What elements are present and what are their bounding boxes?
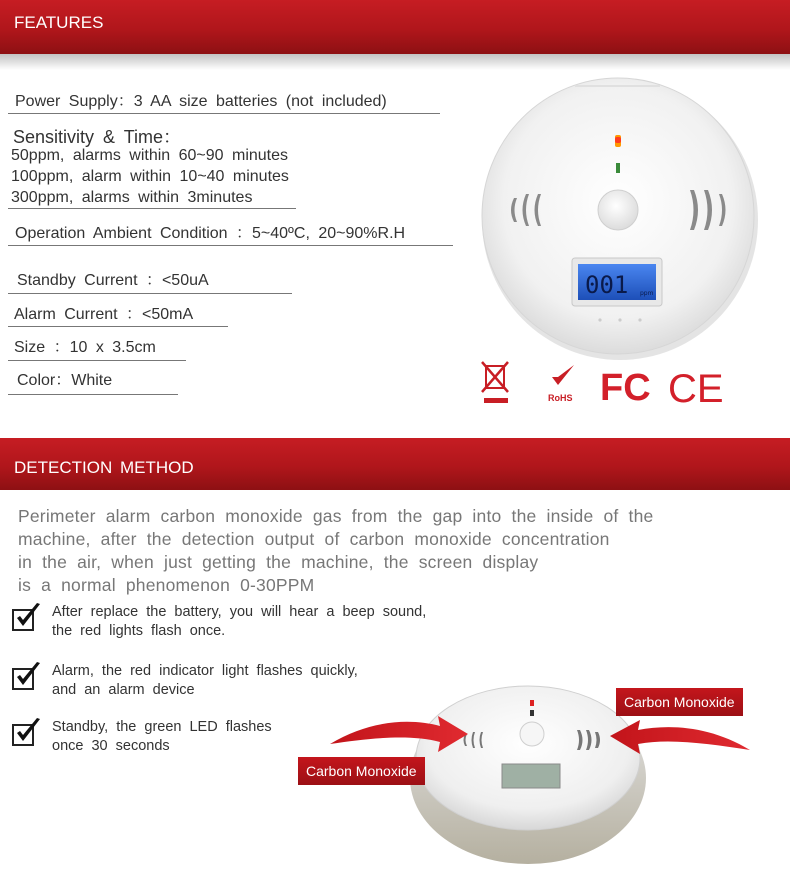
size-spec: Size ：10 x 3.5cm (14, 339, 156, 356)
power-supply-spec: Power Supply：3 AA size batteries (not included) (15, 93, 387, 110)
check-item-text: Standby, the green LED flashes (52, 719, 272, 735)
checkmark-icon (12, 718, 42, 746)
co-detector-product-image (470, 58, 790, 438)
lcd-unit: ppm (640, 290, 654, 297)
features-banner (0, 0, 790, 54)
right-vent (577, 730, 600, 750)
divider (8, 113, 440, 114)
check-item-text: once 30 seconds (52, 738, 170, 754)
lcd-reading: 001 (585, 271, 629, 299)
operation-condition-spec: Operation Ambient Condition ：5~40ºC, 20~90%R.H (15, 225, 406, 242)
detection-line: machine, after the detection output of carbon monoxide concentration (18, 529, 610, 549)
lcd-screen (502, 764, 560, 788)
weee-icon (482, 362, 508, 403)
divider (8, 360, 186, 361)
checkmark-icon (12, 603, 42, 631)
divider (8, 394, 178, 395)
power-led (616, 163, 620, 173)
test-button (520, 722, 544, 746)
check-item-text: and an alarm device (52, 682, 195, 698)
alarm-led (530, 700, 534, 706)
detection-header: DETECTION METHOD (14, 458, 194, 477)
divider (8, 245, 453, 246)
check-item-text: Alarm, the red indicator light flashes quickly, (52, 663, 358, 679)
checkmark-icon (12, 662, 42, 690)
detection-line: is a normal phenomenon 0-30PPM (18, 575, 315, 595)
color-spec: Color：White (17, 372, 113, 389)
fcc-icon: FC (600, 367, 651, 409)
check-item-text: After replace the battery, you will hear a beep sound, (52, 604, 427, 620)
ce-icon: CE (668, 367, 724, 411)
sensitivity-title: Sensitivity & Time： (13, 127, 182, 147)
power-led (530, 710, 534, 716)
detection-description (18, 505, 728, 597)
svg-text:RoHS: RoHS (548, 393, 573, 403)
divider (8, 208, 296, 209)
alarm-current-spec: Alarm Current ：<50mA (14, 306, 194, 323)
divider (8, 293, 292, 294)
test-button (598, 190, 638, 230)
detection-banner (0, 438, 790, 490)
carbon-monoxide-label-right: Carbon Monoxide (616, 688, 743, 716)
features-header: FEATURES (14, 13, 104, 32)
check-item-text: the red lights flash once. (52, 623, 226, 639)
rohs-icon (548, 365, 574, 403)
sensitivity-line: 50ppm, alarms within 60~90 minutes (11, 147, 289, 164)
carbon-monoxide-label-left: Carbon Monoxide (298, 757, 425, 785)
divider (8, 326, 228, 327)
sensitivity-line: 300ppm, alarms within 3minutes (11, 189, 253, 206)
detection-line: Perimeter alarm carbon monoxide gas from the gap into the inside of the (18, 506, 654, 526)
sensitivity-line: 100ppm, alarm within 10~40 minutes (11, 168, 289, 185)
standby-current-spec: Standby Current ：<50uA (17, 272, 209, 289)
detection-line: in the air, when just getting the machine, the screen display (18, 552, 539, 572)
